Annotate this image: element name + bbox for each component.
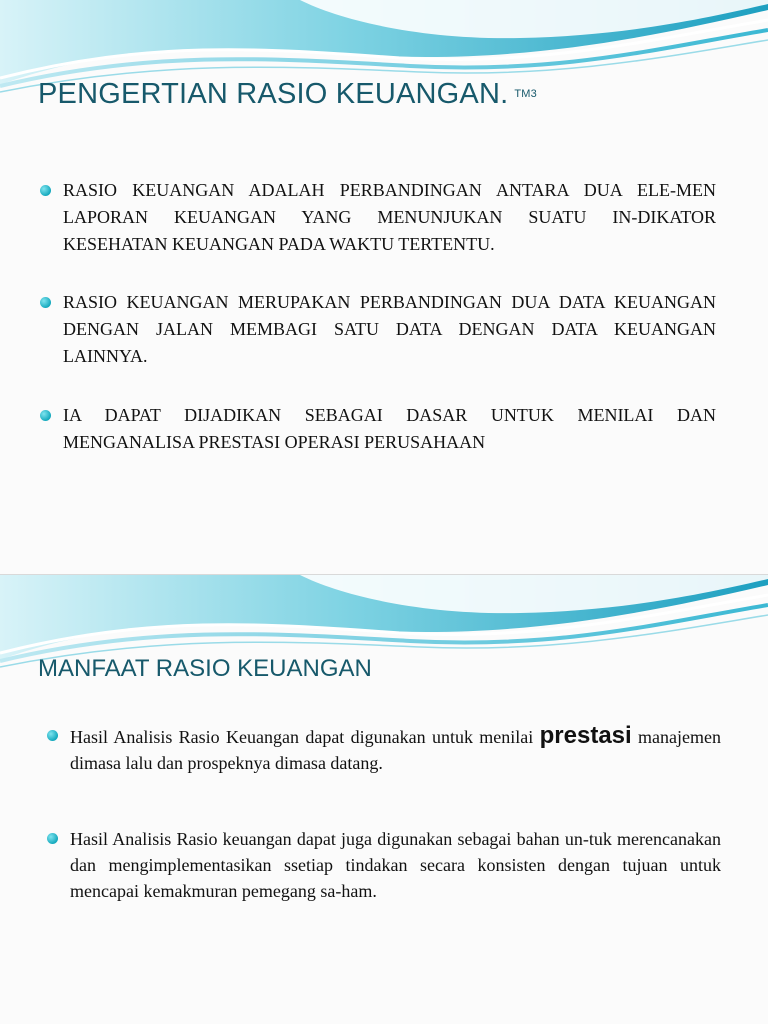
slide-title: PENGERTIAN RASIO KEUANGAN. $^{TM3}$ [38,78,537,110]
bullet-icon [47,730,58,741]
slide-tag: TM3 [514,88,537,100]
bullet-list [70,723,721,904]
slide-title: MANFAAT RASIO KEUANGAN [38,655,372,682]
list-item: Hasil Analisis Rasio Keuangan dapat digunakan untuk menilai prestasi manajemen dimasa lalu dan prospeknya dimasa datang. [70,723,721,776]
list-item: RASIO KEUANGAN ADALAH PERBANDINGAN ANTARA DUA ELE-MEN LAPORAN KEUANGAN YANG MENUNJUKAN SUATU IN-DIKATOR KESEHATAN KEUANGAN PADA WAKTU TERTENTU. [63,177,716,258]
list-item: IA DAPAT DIJADIKAN SEBAGAI DASAR UNTUK MENILAI DAN MENGANALISA PRESTASI OPERASI PERUSAHAAN [63,402,716,456]
bullet-icon [40,185,51,196]
list-item: Hasil Analisis Rasio keuangan dapat juga digunakan sebagai bahan un-tuk merencanakan dan mengimplementasikan ssetiap tindakan secara konsisten dengan tujuan untuk mencapai kemakmuran pemegang sa-ham. [70,826,721,904]
bullet-icon [47,833,58,844]
emphasis-text: prestasi [539,722,632,749]
bullet-icon [40,410,51,421]
bullet-icon [40,297,51,308]
list-item: RASIO KEUANGAN MERUPAKAN PERBANDINGAN DUA DATA KEUANGAN DENGAN JALAN MEMBAGI SATU DATA DENGAN DATA KEUANGAN LAINNYA. [63,289,716,370]
slide-2 [0,575,768,1024]
bullet-list [63,177,716,486]
